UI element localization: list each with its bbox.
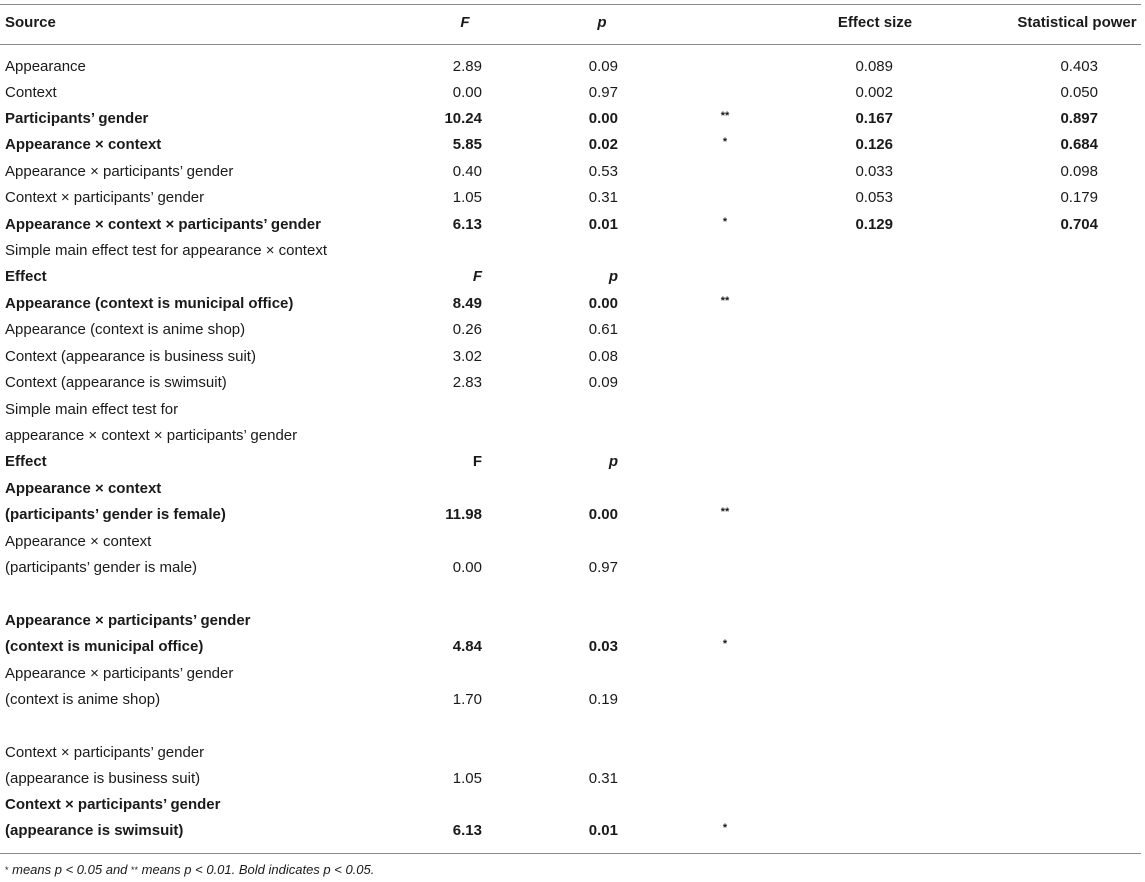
row-label: (participants’ gender is male)	[5, 559, 198, 576]
row-statistical-power: 0.897	[1060, 110, 1098, 127]
row-label: Context (appearance is swimsuit)	[5, 374, 227, 391]
footnote-star-double: **	[131, 865, 139, 875]
row-f-value: 0.00	[452, 84, 482, 101]
row-statistical-power: 0.403	[1060, 58, 1098, 75]
row-f-value: F	[472, 268, 482, 285]
table-row	[0, 661, 1141, 687]
row-significance: **	[720, 506, 730, 518]
table-row	[0, 291, 1141, 317]
row-label: Appearance	[5, 58, 86, 75]
row-label: Effect	[5, 453, 47, 470]
row-p-value: 0.00	[588, 110, 618, 127]
table-row	[0, 344, 1141, 370]
row-p-value: 0.09	[588, 374, 618, 391]
row-p-value: 0.00	[588, 295, 618, 312]
table-row	[0, 132, 1141, 158]
row-f-value: 0.00	[452, 559, 482, 576]
row-significance: *	[722, 216, 728, 228]
table-row	[0, 476, 1141, 502]
row-label: (context is municipal office)	[5, 638, 204, 655]
row-effect-size: 0.129	[855, 216, 893, 233]
row-label: Context × participants’ gender	[5, 189, 205, 206]
table-footnote	[5, 862, 374, 878]
row-p-value: 0.31	[588, 770, 618, 787]
table-row	[0, 766, 1141, 792]
header-statistical-power: Statistical power	[1017, 14, 1137, 31]
row-label: Context × participants’ gender	[5, 744, 205, 761]
row-label: Appearance × context	[5, 533, 152, 550]
row-label: (participants’ gender is female)	[5, 506, 226, 523]
row-effect-size: 0.126	[855, 136, 893, 153]
row-p-value: p	[608, 268, 618, 285]
row-significance: *	[722, 638, 728, 650]
row-f-value: 3.02	[452, 348, 482, 365]
table-row	[0, 740, 1141, 766]
table-row	[0, 502, 1141, 528]
row-label: appearance × context × participants’ gender	[5, 427, 298, 444]
row-label: Appearance × context	[5, 136, 162, 153]
row-f-value: 4.84	[452, 638, 482, 655]
row-p-value: 0.02	[588, 136, 618, 153]
row-p-value: 0.97	[588, 559, 618, 576]
row-f-value: 1.05	[452, 770, 482, 787]
row-label: (appearance is business suit)	[5, 770, 201, 787]
row-p-value: 0.19	[588, 691, 618, 708]
row-label: Appearance × context	[5, 480, 162, 497]
footnote-text-2: means p < 0.01. Bold indicates p < 0.05.	[138, 862, 375, 877]
row-f-value: 2.89	[452, 58, 482, 75]
row-effect-size: 0.002	[855, 84, 893, 101]
table-row	[0, 238, 1141, 264]
table-row	[0, 185, 1141, 211]
row-statistical-power: 0.684	[1060, 136, 1098, 153]
row-p-value: 0.03	[588, 638, 618, 655]
row-label: Appearance (context is municipal office)	[5, 295, 294, 312]
row-label: Context (appearance is business suit)	[5, 348, 256, 365]
row-label: Appearance × participants’ gender	[5, 665, 234, 682]
row-f-value: 1.70	[452, 691, 482, 708]
row-significance: **	[720, 295, 730, 307]
row-effect-size: 0.089	[855, 58, 893, 75]
row-significance: **	[720, 110, 730, 122]
row-p-value: 0.08	[588, 348, 618, 365]
row-label: Context × participants’ gender	[5, 796, 221, 813]
row-label: (context is anime shop)	[5, 691, 161, 708]
row-f-value: F	[472, 453, 482, 470]
row-statistical-power: 0.704	[1060, 216, 1098, 233]
row-f-value: 0.40	[452, 163, 482, 180]
table-row	[0, 555, 1141, 581]
row-label: Appearance (context is anime shop)	[5, 321, 246, 338]
row-significance: *	[722, 136, 728, 148]
row-p-value: 0.61	[588, 321, 618, 338]
row-effect-size: 0.167	[855, 110, 893, 127]
header-p: p	[597, 14, 607, 31]
row-effect-size: 0.033	[855, 163, 893, 180]
header-effect-size: Effect size	[837, 14, 913, 31]
row-f-value: 5.85	[452, 136, 482, 153]
row-f-value: 6.13	[452, 822, 482, 839]
table-row	[0, 54, 1141, 80]
table-row	[0, 423, 1141, 449]
row-f-value: 6.13	[452, 216, 482, 233]
header-f: F	[460, 14, 470, 31]
table-row	[0, 608, 1141, 634]
table-row	[0, 687, 1141, 713]
row-f-value: 11.98	[445, 506, 482, 523]
row-f-value: 1.05	[452, 189, 482, 206]
row-p-value: 0.01	[588, 216, 618, 233]
table-row	[0, 264, 1141, 290]
row-label: Appearance × context × participants’ gender	[5, 216, 321, 233]
table-row	[0, 529, 1141, 555]
row-label: (appearance is swimsuit)	[5, 822, 184, 839]
row-statistical-power: 0.179	[1060, 189, 1098, 206]
row-f-value: 2.83	[452, 374, 482, 391]
row-p-value: 0.09	[588, 58, 618, 75]
table-row	[0, 106, 1141, 132]
table-row	[0, 792, 1141, 818]
table-bottom-rule	[0, 853, 1141, 854]
row-f-value: 8.49	[452, 295, 482, 312]
row-label: Effect	[5, 268, 47, 285]
table-row	[0, 397, 1141, 423]
row-f-value: 10.24	[444, 110, 482, 127]
table-header-row	[0, 10, 1141, 36]
table-row	[0, 370, 1141, 396]
table-row	[0, 818, 1141, 844]
table-row	[0, 80, 1141, 106]
row-p-value: p	[608, 453, 618, 470]
row-significance: *	[722, 822, 728, 834]
row-label: Appearance × participants’ gender	[5, 163, 234, 180]
table-row	[0, 317, 1141, 343]
footnote-star-single: *	[5, 865, 9, 875]
row-p-value: 0.00	[588, 506, 618, 523]
row-label: Participants’ gender	[5, 110, 149, 127]
header-bottom-rule	[0, 44, 1141, 45]
row-label: Simple main effect test for appearance × context	[5, 242, 327, 259]
table-row	[0, 212, 1141, 238]
table-row	[0, 449, 1141, 475]
row-label: Simple main effect test for	[5, 401, 179, 418]
header-source: Source	[5, 14, 56, 31]
footnote-text-1: means p < 0.05 and	[8, 862, 132, 877]
row-p-value: 0.97	[588, 84, 618, 101]
table-row	[0, 159, 1141, 185]
row-p-value: 0.31	[588, 189, 618, 206]
row-statistical-power: 0.098	[1060, 163, 1098, 180]
row-f-value: 0.26	[452, 321, 482, 338]
row-statistical-power: 0.050	[1060, 84, 1098, 101]
row-p-value: 0.01	[588, 822, 618, 839]
row-label: Context	[5, 84, 57, 101]
table-row	[0, 634, 1141, 660]
row-label: Appearance × participants’ gender	[5, 612, 251, 629]
row-effect-size: 0.053	[855, 189, 893, 206]
row-p-value: 0.53	[588, 163, 618, 180]
table-top-rule	[0, 4, 1141, 5]
